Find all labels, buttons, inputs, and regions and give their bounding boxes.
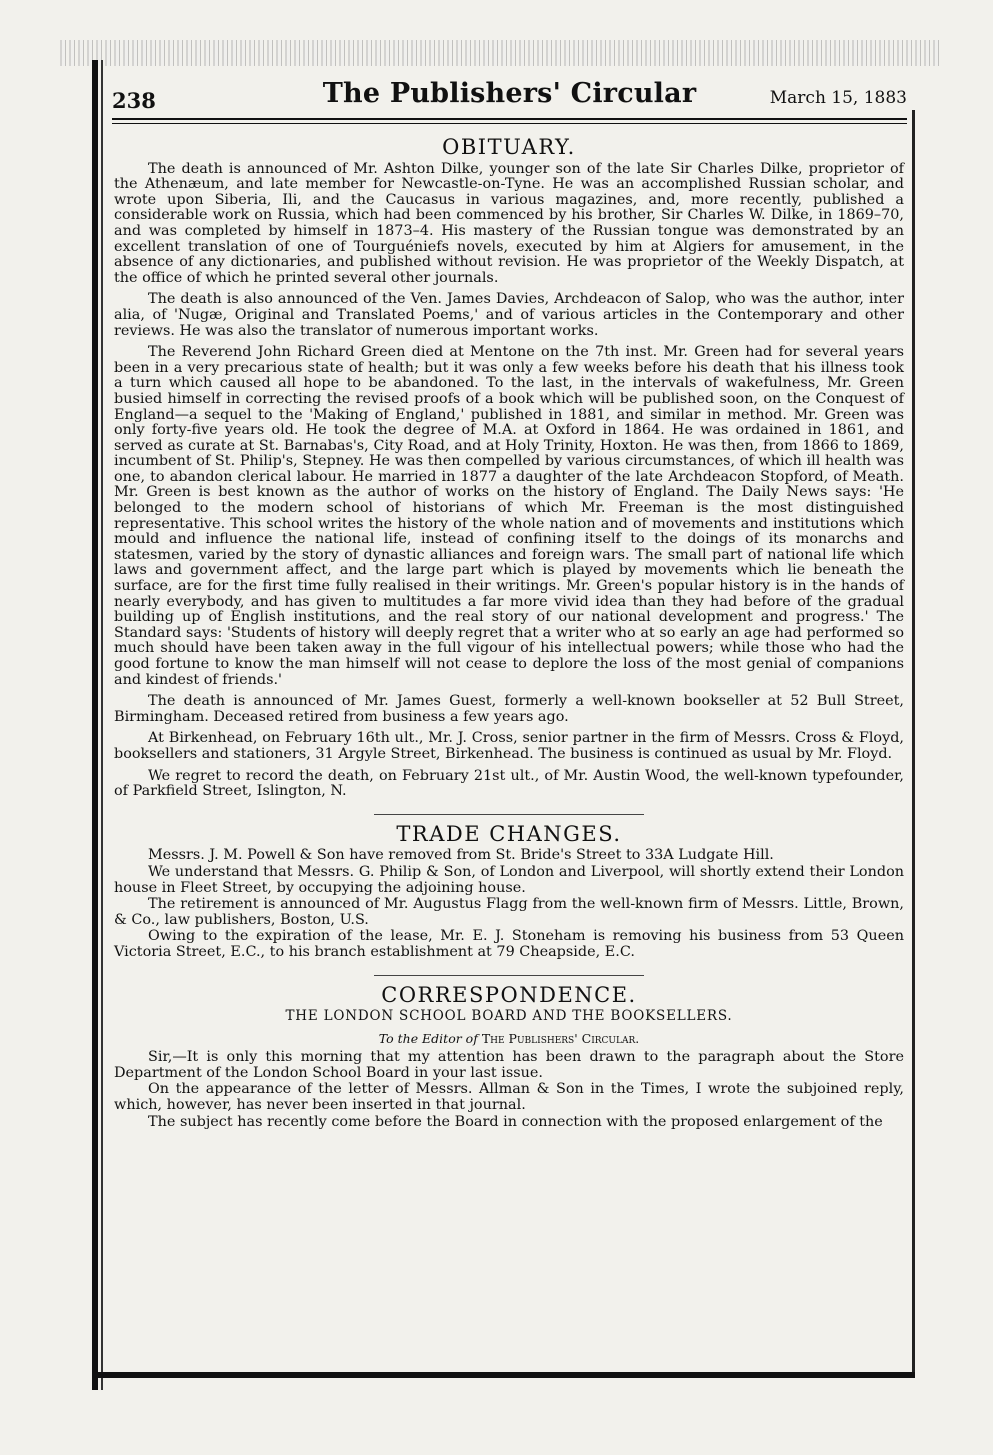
- obituary-paragraph: At Birkenhead, on February 16th ult., Mr. J. Cross, senior partner in the firm of Messrs. Cross & Floyd, booksellers and stationers, 31 Argyle Street, Birkenhead. The business is continued as usual by Mr. Floyd.: [114, 730, 904, 762]
- page-number: 238: [112, 88, 156, 113]
- page-body: [114, 128, 904, 1131]
- trade-paragraph: We understand that Messrs. G. Philip & Son, of London and Liverpool, will shortly extend their London house in Fleet Street, by occupying the adjoining house.: [114, 863, 904, 896]
- left-border-rule: [92, 60, 98, 1390]
- correspondence-section: [114, 982, 904, 1131]
- obituary-paragraph: The death is also announced of the Ven. James Davies, Archdeacon of Salop, who was the author, inter alia, of 'Nugæ, Original and Translated Poems,' and of various articles in the Contemporary and other reviews. He was also the translator of numerous important works.: [114, 291, 904, 339]
- section-title-trade-changes: TRADE CHANGES.: [396, 821, 622, 846]
- section-title-obituary: OBITUARY.: [442, 135, 576, 159]
- page-header: [112, 78, 907, 118]
- right-border-rule: [912, 110, 915, 1375]
- obituary-paragraph: The death is announced of Mr. Ashton Dilke, younger son of the late Sir Charles Dilke, proprietor of the Athenæum, and late member for Newcastle-on-Tyne. He was an accomplished Russian scholar, and wrote upon Siberia, Ili, and the Caucasus in various magazines, and, more recently, published a considerable work on Russia, which had been commenced by his brother, Sir Charles W. Dilke, in 1869–70, and was completed by himself in 1873–4. His mastery of the Russian tongue was demonstrated by an excellent translation of one of Tourguéniefs novels, executed by him at Algiers for amusement, in the absence of any dictionaries, and published without revision. He was proprietor of the Weekly Dispatch, at the office of which he printed several other journals.: [114, 160, 904, 286]
- masthead-title: The Publishers' Circular: [322, 78, 697, 109]
- trade-paragraph: Owing to the expiration of the lease, Mr. E. J. Stoneham is removing his business from 53 Queen Victoria Street, E.C., to his branch establishment at 79 Cheapside, E.C.: [114, 928, 904, 960]
- letter-paragraph: The subject has recently come before the Board in connection with the proposed enlargement of the: [148, 1113, 883, 1130]
- header-rule-thin: [112, 123, 907, 124]
- bottom-border-rule: [92, 1372, 915, 1378]
- dedication-publication: The Publishers' Circular.: [481, 1030, 640, 1046]
- obituary-section: [114, 135, 904, 800]
- trade-paragraph: The retirement is announced of Mr. Augustus Flagg from the well-known firm of Messrs. Little, Brown, & Co., law publishers, Boston, U.S.: [114, 896, 904, 928]
- obituary-paragraph: The death is announced of Mr. James Guest, formerly a well-known bookseller at 52 Bull Street, Birmingham. Deceased retired from business a few years ago.: [114, 693, 904, 725]
- trade-changes-section: [114, 821, 904, 961]
- header-rule: [112, 118, 907, 120]
- letter-dedication: [114, 1031, 904, 1047]
- dedication-prefix: To the Editor of: [378, 1030, 478, 1046]
- letter-subheading: THE LONDON SCHOOL BOARD AND THE BOOKSELLERS.: [285, 1008, 733, 1025]
- letter-paragraph: On the appearance of the letter of Messrs. Allman & Son in the Times, I wrote the subjoined reply, which, however, has never been inserted in that journal.: [114, 1081, 904, 1114]
- obituary-paragraph: We regret to record the death, on February 21st ult., of Mr. Austin Wood, the well-known typefounder, of Parkfield Street, Islington, N.: [114, 767, 904, 800]
- obituary-paragraph: The Reverend John Richard Green died at Mentone on the 7th inst. Mr. Green had for several years been in a very precarious state of health; but it was only a few weeks before his death that his illness took a turn which caused all hope to be abandoned. To the last, in the intervals of wakefulness, Mr. Green busied himself in correcting the revised proofs of a book which will be published soon, on the Conquest of England—a sequel to the 'Making of England,' published in 1881, and similar in method. Mr. Green was only forty-five years old. He took the degree of M.A. at Oxford in 1864. He was ordained in 1861, and served as curate at St. Barnabas's, City Road, and at Holy Trinity, Hoxton. He was then, from 1866 to 1869, incumbent of St. Philip's, Stepney. He was then compelled by various circumstances, of which ill health was one, to abandon clerical labour. He married in 1877 a daughter of the late Archdeacon Stopford, of Meath. Mr. Green is best known as the author of works on the history of England. The Daily News says: 'He belonged to the modern school of historians of which Mr. Freeman is the most distinguished representative. This school writes the history of the whole nation and of movements and institutions which mould and influence the national life, instead of confining itself to the doings of its monarchs and statesmen, varied by the story of dynastic alliances and foreign wars. The small part of national life which laws and government affect, and the large part which is played by movements which lie beneath the surface, are for the first time fully realised in their writings. Mr. Green's popular history is in the hands of nearly everybody, and has given to multitudes a far more vivid idea than they had before of the gradual building up of English institutions, and the real story of our national development and progress.' The Standard says: 'Students of history will deeply regret that a writer who at so early an age had performed so much should have been taken away in the full vigour of his intellectual powers; while those who had the good fortune to know the man himself will not cease to deplore the loss of the most genial of companions and kindest of friends.': [114, 344, 904, 688]
- section-title-correspondence: CORRESPONDENCE.: [381, 982, 637, 1007]
- left-border-rule-inner: [101, 60, 103, 1390]
- section-divider: [374, 814, 644, 815]
- letter-paragraph: Sir,—It is only this morning that my attention has been drawn to the paragraph about the Store Department of the London School Board in your last issue.: [114, 1049, 904, 1081]
- issue-date: March 15, 1883: [769, 88, 907, 108]
- trade-paragraph: Messrs. J. M. Powell & Son have removed from St. Bride's Street to 33A Ludgate Hill.: [148, 847, 774, 864]
- scan-artifact: [60, 40, 940, 66]
- section-divider: [374, 975, 644, 976]
